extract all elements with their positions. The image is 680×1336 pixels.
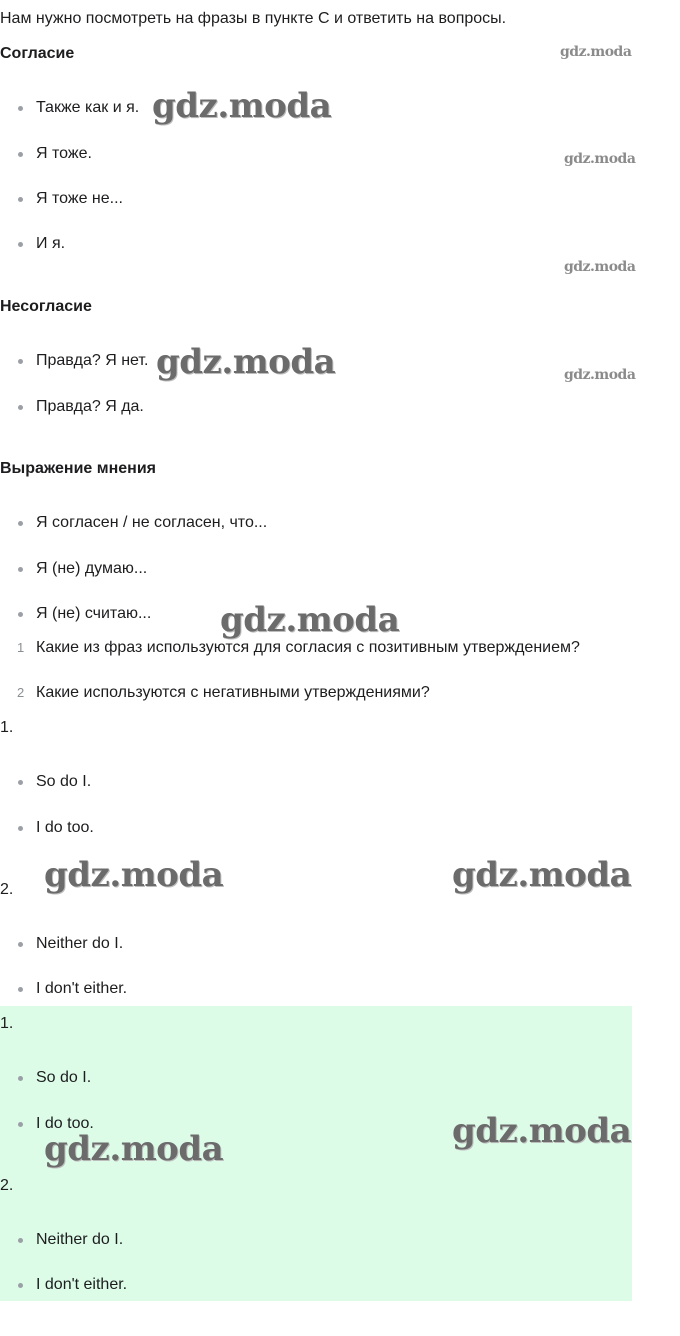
intro-text: Нам нужно посмотреть на фразы в пункте С и ответить на вопросы.	[0, 10, 507, 27]
watermark-logo: gdz.moda	[564, 259, 636, 275]
watermark-logo: gdz.moda	[452, 1111, 632, 1151]
question-text: Какие используются с негативными утверждениями?	[36, 684, 430, 701]
watermark-logo: gdz.moda	[152, 86, 332, 126]
bullet-dot	[18, 567, 23, 572]
watermark-logo: gdz.moda	[44, 855, 224, 895]
bullet-dot	[18, 987, 23, 992]
watermark-logo: gdz.moda	[564, 151, 636, 167]
list-item: So do I.	[36, 773, 92, 790]
heading-disagreement: Несогласие	[0, 298, 92, 315]
list-item: I don't either.	[36, 980, 128, 997]
bullet-dot	[18, 106, 23, 111]
answer-label: 1.	[0, 1015, 14, 1032]
list-item: Я согласен / не согласен, что...	[36, 514, 268, 531]
answer-label: 1.	[0, 719, 14, 736]
bullet-dot	[18, 1283, 23, 1288]
list-item: Neither do I.	[36, 1231, 124, 1248]
bullet-dot	[18, 612, 23, 617]
list-item: I don't either.	[36, 1276, 128, 1293]
question-number: 1	[17, 640, 25, 655]
list-item: Правда? Я да.	[36, 398, 144, 415]
bullet-dot	[18, 780, 23, 785]
list-item: Я тоже не...	[36, 190, 123, 207]
bullet-dot	[18, 197, 23, 202]
heading-opinion: Выражение мнения	[0, 460, 156, 477]
list-item: I do too.	[36, 819, 94, 836]
list-item: И я.	[36, 235, 66, 252]
bullet-dot	[18, 152, 23, 157]
bullet-dot	[18, 942, 23, 947]
bullet-dot	[18, 1238, 23, 1243]
bullet-dot	[18, 242, 23, 247]
list-item: I do too.	[36, 1115, 94, 1132]
question-number: 2	[17, 685, 25, 700]
bullet-dot	[18, 405, 23, 410]
bullet-dot	[18, 826, 23, 831]
answer-label: 2.	[0, 881, 14, 898]
heading-agreement: Согласие	[0, 45, 75, 62]
answer-label: 2.	[0, 1177, 14, 1194]
watermark-logo: gdz.moda	[44, 1129, 224, 1169]
question-text: Какие из фраз используются для согласия с позитивным утверждением?	[36, 639, 580, 656]
bullet-dot	[18, 1076, 23, 1081]
bullet-dot	[18, 359, 23, 364]
list-item: Я (не) думаю...	[36, 560, 148, 577]
watermark-logo: gdz.moda	[220, 600, 400, 640]
list-item: Neither do I.	[36, 935, 124, 952]
list-item: Правда? Я нет.	[36, 352, 149, 369]
watermark-logo: gdz.moda	[452, 855, 632, 895]
bullet-dot	[18, 521, 23, 526]
list-item: Я тоже.	[36, 145, 92, 162]
list-item: Также как и я.	[36, 99, 140, 116]
bullet-dot	[18, 1122, 23, 1127]
watermark-logo: gdz.moda	[560, 44, 632, 60]
watermark-logo: gdz.moda	[564, 367, 636, 383]
list-item: So do I.	[36, 1069, 92, 1086]
watermark-logo: gdz.moda	[156, 342, 336, 382]
list-item: Я (не) считаю...	[36, 605, 152, 622]
